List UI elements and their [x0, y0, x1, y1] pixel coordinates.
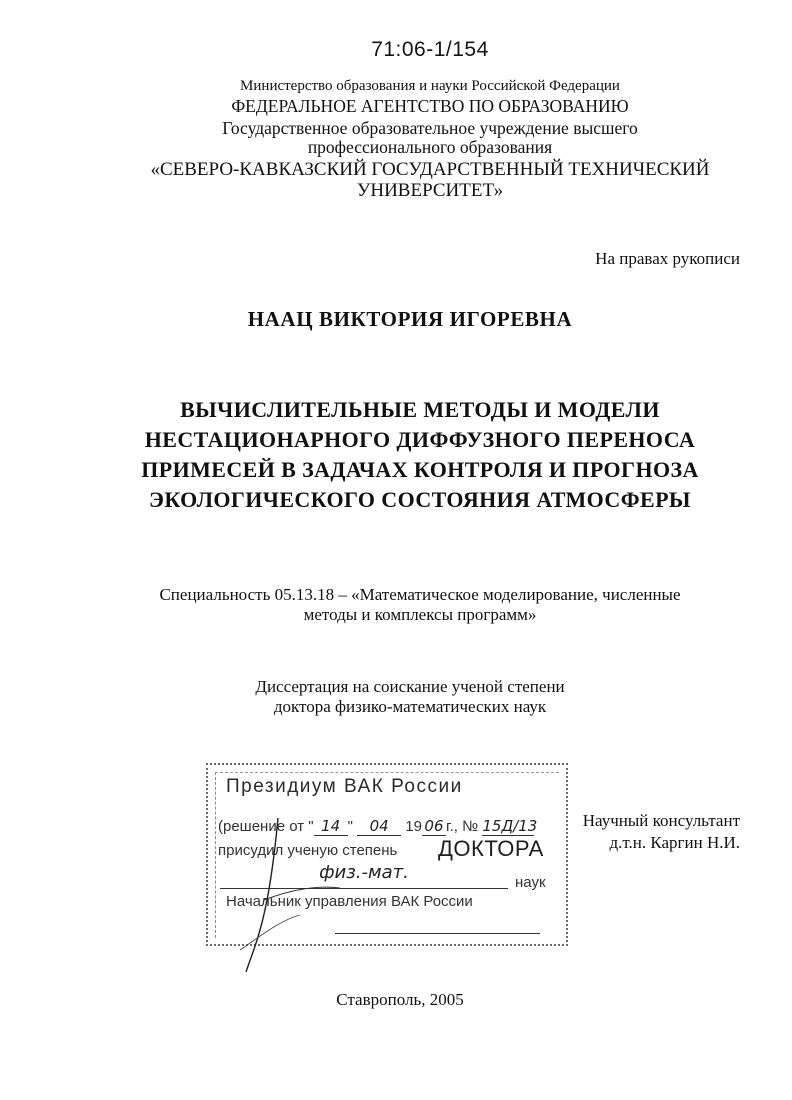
- institution-line-2: профессионального образования: [307, 137, 553, 157]
- archive-code: 71:06-1/154: [371, 38, 489, 61]
- title-line: НЕСТАЦИОНАРНОГО ДИФФУЗНОГО ПЕРЕНОСА: [144, 427, 696, 452]
- stamp-awarded-line: присудил ученую степень: [218, 842, 398, 859]
- specialty-line-1: Специальность 05.13.18 – «Математическое моделирование, численные: [159, 585, 681, 604]
- ministry-line: Министерство образования и науки Российской Федерации: [240, 78, 620, 94]
- stamp-degree: ДОКТОРА: [438, 836, 544, 861]
- stamp-decision-prefix: (решение от ": [218, 818, 314, 835]
- stamp-month: 04: [357, 817, 401, 836]
- stamp-field-handwritten: физ.-мат.: [319, 862, 409, 883]
- stamp-day: 14: [314, 817, 348, 836]
- stamp-number: 15Д/13: [482, 817, 538, 835]
- vak-stamp-title: Президиум ВАК России: [226, 776, 463, 797]
- stamp-year-suffix: г., №: [445, 818, 479, 835]
- stamp-year: 06: [422, 817, 446, 836]
- specialty: [110, 585, 730, 625]
- city-year: Ставрополь, 2005: [336, 990, 464, 1009]
- stamp-head-title: Начальник управления ВАК России: [226, 893, 473, 910]
- author-name: НААЦ ВИКТОРИЯ ИГОРЕВНА: [247, 307, 573, 331]
- stamp-quote: ": [347, 818, 353, 835]
- stamp-field-suffix: наук: [515, 874, 546, 891]
- dissertation-degree: [220, 677, 600, 717]
- agency-line: ФЕДЕРАЛЬНОЕ АГЕНТСТВО ПО ОБРАЗОВАНИЮ: [231, 96, 629, 116]
- specialty-line-2: методы и комплексы программ»: [303, 605, 537, 624]
- dissertation-line-1: Диссертация на соискание ученой степени: [255, 677, 565, 696]
- title-line: ВЫЧИСЛИТЕЛЬНЫЕ МЕТОДЫ И МОДЕЛИ: [180, 397, 660, 422]
- signature-scribble: [220, 800, 370, 980]
- stamp-year-prefix: 19: [405, 818, 422, 835]
- title-line: ПРИМЕСЕЙ В ЗАДАЧАХ КОНТРОЛЯ И ПРОГНОЗА: [141, 457, 699, 482]
- consultant-role: Научный консультант: [582, 811, 740, 830]
- dissertation-title: [100, 395, 740, 515]
- institution-line-1: Государственное образовательное учреждение высшего: [222, 118, 638, 138]
- consultant-name: д.т.н. Каргин Н.И.: [609, 833, 740, 852]
- title-line: ЭКОЛОГИЧЕСКОГО СОСТОЯНИЯ АТМОСФЕРЫ: [149, 487, 691, 512]
- university-line-1: «СЕВЕРО-КАВКАЗСКИЙ ГОСУДАРСТВЕННЫЙ ТЕХНИЧЕСКИЙ: [150, 159, 710, 180]
- manuscript-rights-note: На правах рукописи: [595, 249, 740, 268]
- university-line-2: УНИВЕРСИТЕТ»: [356, 180, 504, 201]
- dissertation-line-2: доктора физико-математических наук: [273, 697, 547, 716]
